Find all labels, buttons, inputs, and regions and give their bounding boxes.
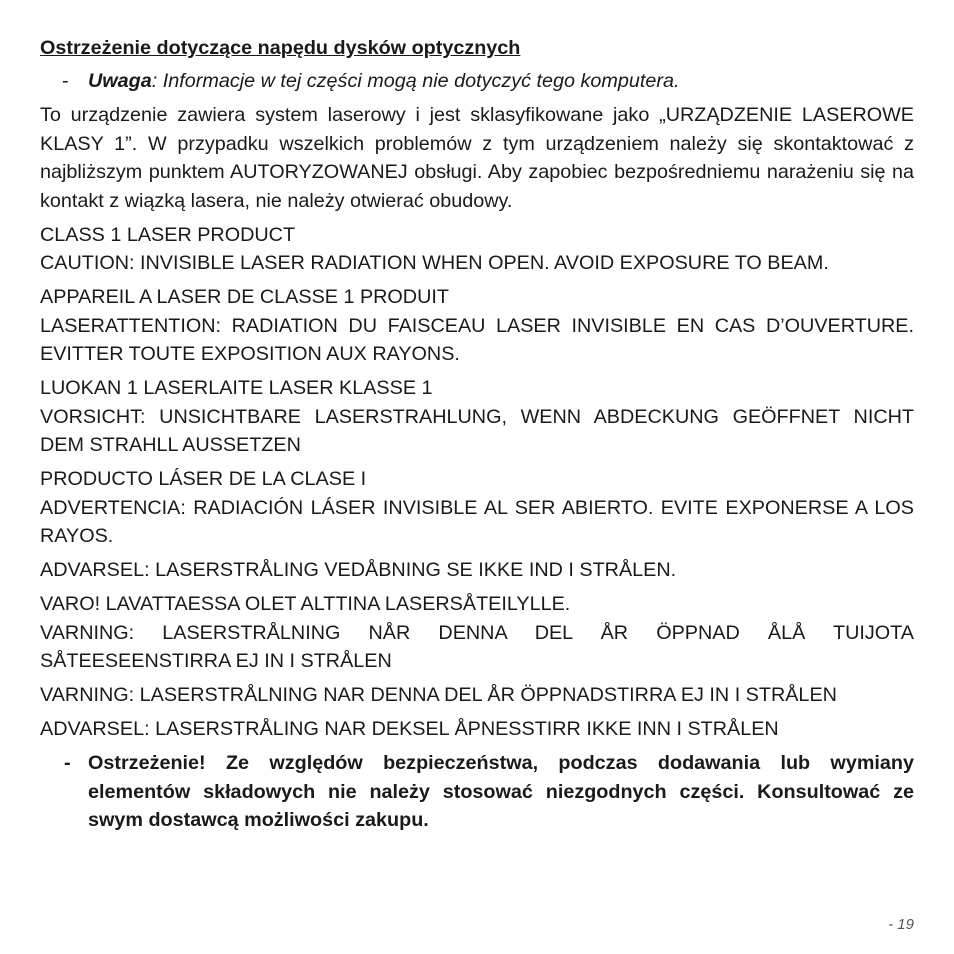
- laser-block-text: ADVARSEL: LASERSTRÅLING VEDÅBNING SE IKKE IND I STRÅLEN.: [40, 559, 677, 581]
- laser-block-title: LUOKAN 1 LASERLAITE LASER KLASSE 1: [40, 377, 433, 399]
- laser-block-no: [40, 715, 914, 744]
- section-heading: Ostrzeżenie dotyczące napędu dysków optycznych: [40, 37, 521, 59]
- note-item: [40, 67, 914, 96]
- laser-block-text: VORSICHT: UNSICHTBARE LASERSTRAHLUNG, WENN ABDECKUNG GEÖFFNET NICHT DEM STRAHLL AUSSETZEN: [40, 405, 914, 456]
- note-text: : Informacje w tej części mogą nie dotyczyć tego komputera.: [151, 69, 680, 92]
- laser-block-text: ADVARSEL: LASERSTRÅLING NAR DEKSEL ÅPNESSTIRR IKKE INN I STRÅLEN: [40, 718, 779, 740]
- laser-block-es: [40, 465, 914, 551]
- laser-block-text: LASERATTENTION: RADIATION DU FAISCEAU LASER INVISIBLE EN CAS D’OUVERTURE. EVITTER TOUTE EXPOSITION AUX RAYONS.: [40, 314, 914, 365]
- laser-block-text: VARNING: LASERSTRÅLNING NÅR DENNA DEL ÅR ÖPPNAD ÅLÅ TUIJOTA SÅTEESEENSTIRRA EJ IN I STRÅLEN: [40, 621, 914, 672]
- note-label: Uwaga: [88, 69, 152, 92]
- warning-dash: -: [64, 752, 71, 774]
- laser-block-text: ADVERTENCIA: RADIACIÓN LÁSER INVISIBLE AL SER ABIERTO. EVITE EXPONERSE A LOS RAYOS.: [40, 496, 914, 547]
- laser-block-fr: [40, 283, 914, 369]
- laser-block-title: APPAREIL A LASER DE CLASSE 1 PRODUIT: [40, 286, 449, 308]
- intro-paragraph: To urządzenie zawiera system laserowy i jest sklasyfikowane jako „URZĄDZENIE LASEROWE KLASY 1”. W przypadku wszelkich problemów z tym urządzeniem należy się skontaktować z najbliższym punktem AUTORYZOWANEJ obsługi. Aby zapobiec bezpośredniemu narażeniu się na kontakt z wiązką lasera, nie należy otwierać obudowy.: [40, 104, 914, 212]
- page-number: - 19: [888, 916, 914, 933]
- laser-block-title: VARO! LAVATTAESSA OLET ALTTINA LASERSÅTEILYLLE.: [40, 593, 571, 615]
- warning-text: Ostrzeżenie! Ze względów bezpieczeństwa, podczas dodawania lub wymiany elementów składowych nie należy stosować niezgodnych części. Konsultować ze swym dostawcą możliwości zakupu.: [88, 752, 914, 831]
- laser-block-da: [40, 556, 914, 585]
- laser-block-text: CAUTION: INVISIBLE LASER RADIATION WHEN OPEN. AVOID EXPOSURE TO BEAM.: [40, 252, 829, 274]
- laser-block-title: CLASS 1 LASER PRODUCT: [40, 223, 296, 246]
- note-dash: -: [62, 69, 69, 92]
- laser-block-fi-sv: [40, 590, 914, 676]
- laser-block-title: PRODUCTO LÁSER DE LA CLASE I: [40, 468, 367, 490]
- note-body: [88, 67, 680, 96]
- laser-block-en: [40, 221, 914, 278]
- warning-item: [40, 749, 914, 835]
- laser-block-de: [40, 374, 914, 460]
- laser-block-text: VARNING: LASERSTRÅLNING NAR DENNA DEL ÅR ÖPPNADSTIRRA EJ IN I STRÅLEN: [40, 684, 837, 706]
- document-page: [40, 34, 914, 835]
- laser-block-sv: [40, 681, 914, 710]
